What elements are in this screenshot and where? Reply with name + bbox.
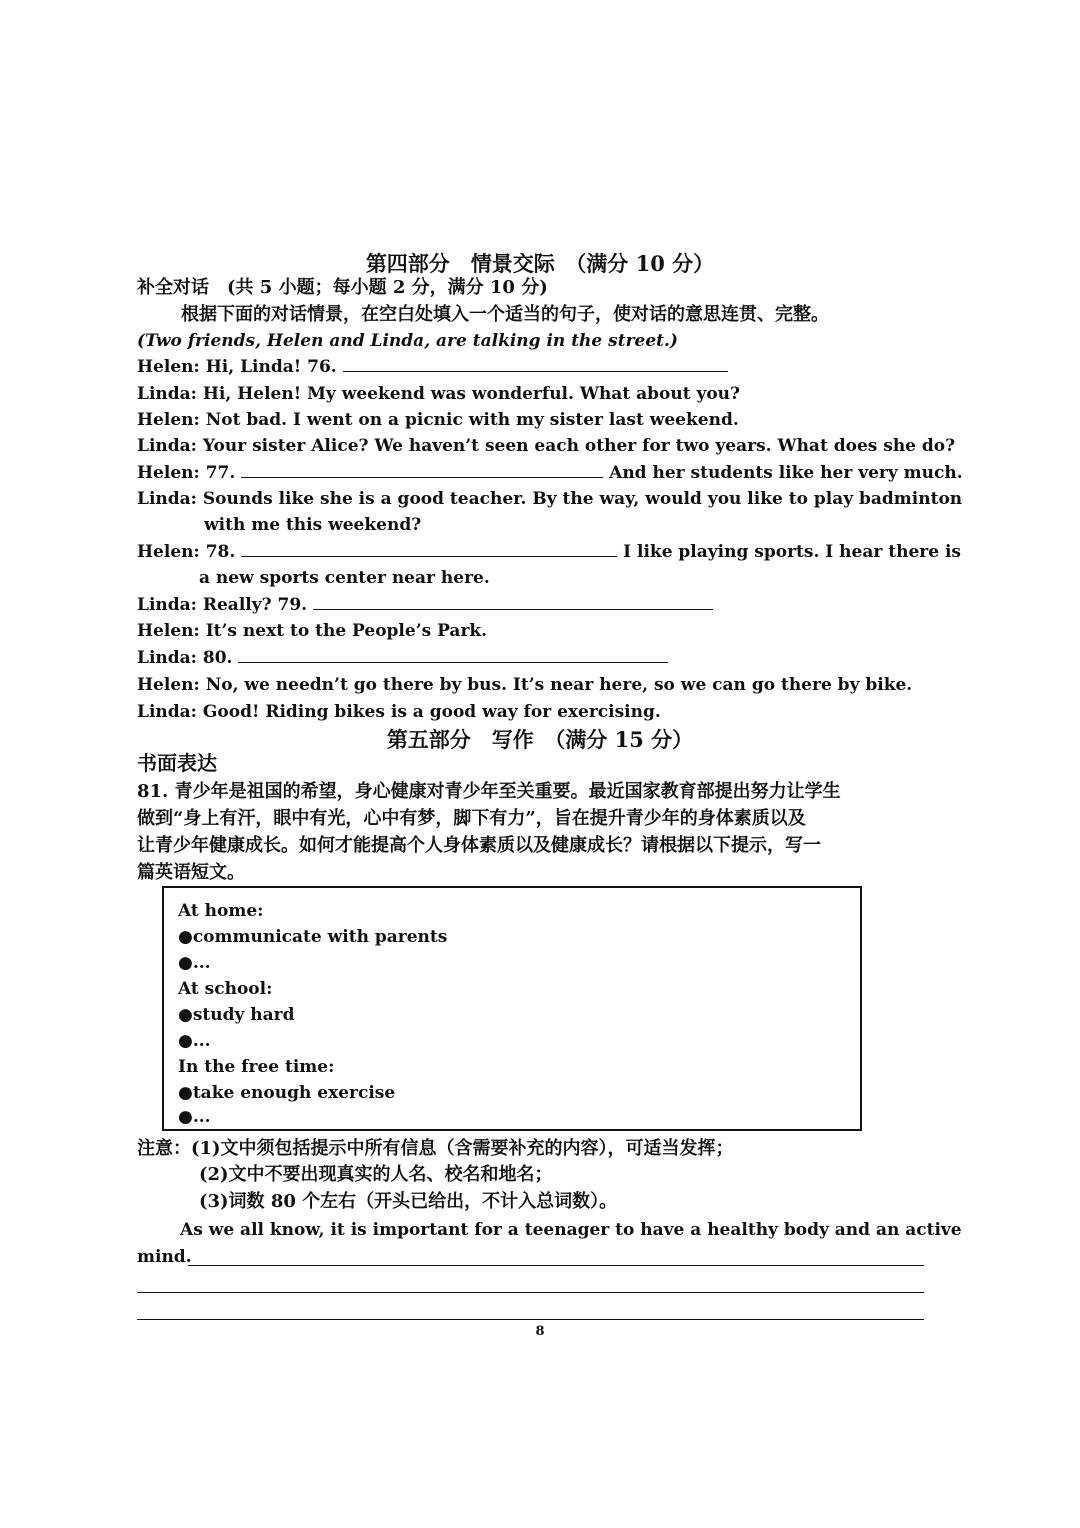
writing-line[interactable]: [137, 1319, 924, 1320]
dialogue-text: Helen: 78.: [137, 542, 236, 562]
dialogue-text: Linda: 80.: [137, 648, 233, 668]
writing-prompt-line: 做到“身上有汗，眼中有光，心中有梦，脚下有力”，旨在提升青少年的身体素质以及: [137, 808, 806, 829]
hint-item: ●take enough exercise: [178, 1083, 396, 1103]
hint-item: ●study hard: [178, 1005, 295, 1025]
dialogue-line: Linda: Sounds like she is a good teacher. By the way, would you like to play badminton: [137, 489, 963, 509]
note-line: (2)文中不要出现真实的人名、校名和地名；: [199, 1164, 553, 1185]
writing-line[interactable]: [137, 1292, 924, 1293]
dialogue-scene: (Two friends, Helen and Linda, are talking in the street.): [137, 331, 678, 351]
page-number: 8: [535, 1324, 545, 1339]
essay-start: As we all know, it is important for a teenager to have a healthy body and an active: [180, 1220, 962, 1240]
hint-heading: In the free time:: [178, 1057, 335, 1077]
dialogue-line: Linda: Good! Riding bikes is a good way for exercising.: [137, 702, 661, 722]
hint-heading: At home:: [178, 901, 264, 921]
answer-blank-80[interactable]: [238, 647, 668, 663]
answer-blank-79[interactable]: [313, 594, 713, 610]
dialogue-text: Linda: Really? 79.: [137, 595, 308, 615]
dialogue-line: with me this weekend?: [204, 515, 422, 535]
dialogue-text: And her students like her very much.: [609, 463, 963, 483]
dialogue-line-77: [137, 462, 963, 484]
writing-prompt-line: 让青少年健康成长。如何才能提高个人身体素质以及健康成长？请根据以下提示，写一: [137, 835, 821, 856]
dialogue-line-79: [137, 594, 713, 616]
note-line: 注意：(1)文中须包括提示中所有信息（含需要补充的内容），可适当发挥；: [137, 1138, 734, 1159]
part4-instruction: 根据下面的对话情景，在空白处填入一个适当的句子，使对话的意思连贯、完整。: [181, 304, 829, 325]
dialogue-line: Helen: It’s next to the People’s Park.: [137, 621, 488, 641]
hints-box: [162, 886, 862, 1131]
part5-subtitle: 书面表达: [137, 751, 217, 775]
dialogue-line: a new sports center near here.: [199, 568, 490, 588]
hint-heading: At school:: [178, 979, 273, 999]
hint-item: ●...: [178, 1107, 211, 1127]
part5-title: 第五部分 写作 （满分 15 分）: [386, 727, 694, 752]
dialogue-text: Helen: Hi, Linda! 76.: [137, 357, 337, 377]
part4-title: 第四部分 情景交际 （满分 10 分）: [365, 251, 715, 276]
dialogue-text: Helen: 77.: [137, 463, 236, 483]
writing-prompt-line: 篇英语短文。: [137, 862, 245, 883]
answer-blank-76[interactable]: [343, 356, 728, 372]
part4-subtitle: 补全对话 (共 5 小题；每小题 2 分，满分 10 分): [137, 277, 548, 298]
dialogue-line: Helen: Not bad. I went on a picnic with my sister last weekend.: [137, 410, 739, 430]
dialogue-line-78: [137, 541, 961, 563]
hint-item: ●...: [178, 953, 211, 973]
note-line: (3)词数 80 个左右（开头已给出，不计入总词数）。: [199, 1191, 618, 1212]
answer-blank-77[interactable]: [241, 462, 603, 478]
dialogue-text: I like playing sports. I hear there is: [623, 542, 961, 562]
dialogue-line-80: [137, 647, 668, 669]
hint-item: ●...: [178, 1031, 211, 1051]
writing-line[interactable]: [188, 1265, 924, 1266]
hint-item: ●communicate with parents: [178, 927, 448, 947]
writing-prompt-line: 81. 青少年是祖国的希望，身心健康对青少年至关重要。最近国家教育部提出努力让学生: [137, 781, 841, 802]
dialogue-line: Helen: No, we needn’t go there by bus. It’s near here, so we can go there by bike.: [137, 675, 913, 695]
dialogue-line: Linda: Your sister Alice? We haven’t seen each other for two years. What does she do?: [137, 436, 956, 456]
essay-start-end: mind.: [137, 1247, 192, 1267]
dialogue-line: Linda: Hi, Helen! My weekend was wonderful. What about you?: [137, 384, 741, 404]
dialogue-line-76: [137, 356, 728, 378]
answer-blank-78[interactable]: [241, 541, 617, 557]
